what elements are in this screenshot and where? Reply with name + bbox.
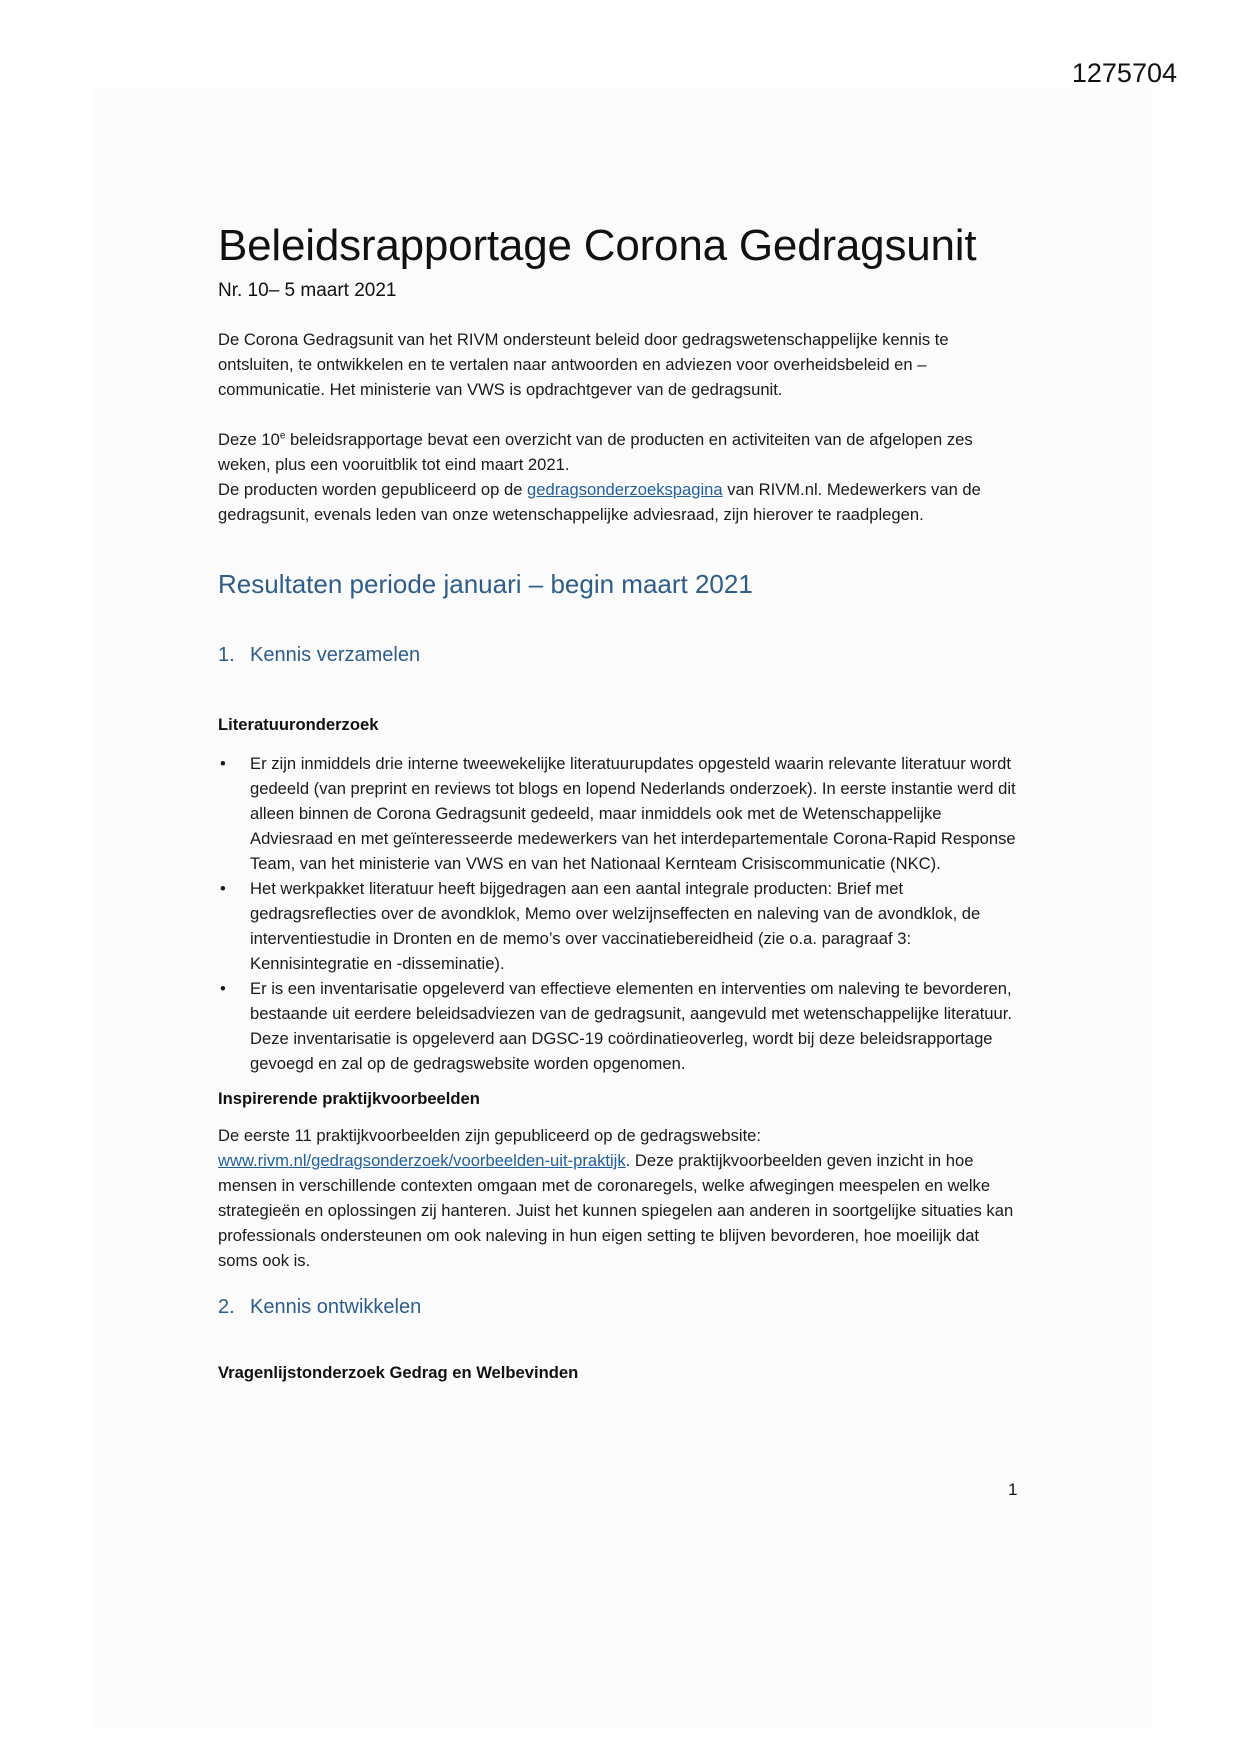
section-1-heading: 1. Kennis verzamelen	[218, 644, 421, 666]
gedragsonderzoekspagina-link[interactable]: gedragsonderzoekspagina	[527, 480, 723, 499]
list-item: • Het werkpakket literatuur heeft bijgedragen aan een aantal integrale producten: Brief met gedragsreflecties over de avondklok, Memo over welzijnseffecten en naleving van de avondklok, de interventiestudie in Dronten en de memo’s over vaccinatiebereidheid (zie o.a. paragraaf 3: Kennisintegratie en -disseminatie).	[220, 879, 981, 973]
document-id: 1275704	[1071, 58, 1177, 88]
section-2-heading: 2. Kennis ontwikkelen	[218, 1296, 422, 1318]
literature-heading: Literatuuronderzoek	[218, 715, 379, 734]
list-item: • Er zijn inmiddels drie interne tweewekelijke literatuurupdates opgesteld waarin relevante literatuur wordt gedeeld (van preprint en reviews tot blogs en lopend Nederlands onderzoek). In eerste instantie werd dit alleen binnen de Corona Gedragsunit gedeeld, maar inmiddels ook met de Wetenschappelijke Adviesraad en met geïnteresseerde medewerkers van het interdepartementale Corona-Rapid Response Team, van het ministerie van VWS en van het Nationaal Kernteam Crisiscommunicatie (NKC).	[220, 754, 1016, 873]
practice-examples-heading: Inspirerende praktijkvoorbeelden	[218, 1089, 480, 1108]
list-item: • Er is een inventarisatie opgeleverd van effectieve elementen en interventies om naleving te bevorderen, bestaande uit eerdere beleidsadviezen van de gedragsunit, aangevuld met wetenschappelijke literatuur. Deze inventarisatie is opgeleverd aan DGSC-19 coördinatieoverleg, wordt bij deze beleidsrapportage gevoegd en zal op de gedragswebsite worden opgenomen.	[220, 979, 1012, 1073]
practice-examples-paragraph: De eerste 11 praktijkvoorbeelden zijn gepubliceerd op de gedragswebsite: www.rivm.nl/gedragsonderzoek/voorbeelden-uit-praktijk. Deze praktijkvoorbeelden geven inzicht in hoe mensen in verschillende contexten omgaan met de coronaregels, welke afwegingen meespelen en welke strategieën en oplossingen zij hanteren. Juist het kunnen spiegelen aan anderen in soortgelijke situaties kan professionals ondersteunen om ook naleving in hun eigen setting te blijven bevorderen, hoe moeilijk dat soms ook is.	[218, 1126, 1014, 1270]
page-number: 1	[1008, 1480, 1018, 1499]
report-scope-paragraph: Deze 10e beleidsrapportage bevat een overzicht van de producten en activiteiten van de afgelopen zes weken, plus een vooruitblik tot eind maart 2021.	[218, 430, 973, 474]
page-title: Beleidsrapportage Corona Gedragsunit	[218, 221, 977, 270]
document-body	[218, 220, 1023, 1399]
intro-paragraph: De Corona Gedragsunit van het RIVM ondersteunt beleid door gedragswetenschappelijke kennis te ontsluiten, te ontwikkelen en te vertalen naar antwoorden en adviezen voor overheidsbeleid en – communicatie. Het ministerie van VWS is opdrachtgever van de gedragsunit.	[218, 330, 949, 399]
results-heading: Resultaten periode januari – begin maart 2021	[218, 569, 753, 599]
survey-heading: Vragenlijstonderzoek Gedrag en Welbevinden	[218, 1363, 579, 1382]
practice-examples-link[interactable]: www.rivm.nl/gedragsonderzoek/voorbeelden-uit-praktijk	[218, 1151, 626, 1170]
page-subtitle: Nr. 10– 5 maart 2021	[218, 280, 397, 301]
literature-bullet-list	[218, 751, 1023, 1076]
publication-paragraph: De producten worden gepubliceerd op de gedragsonderzoekspagina van RIVM.nl. Medewerkers van de gedragsunit, evenals leden van onze wetenschappelijke adviesraad, zijn hierover te raadplegen.	[218, 480, 981, 524]
